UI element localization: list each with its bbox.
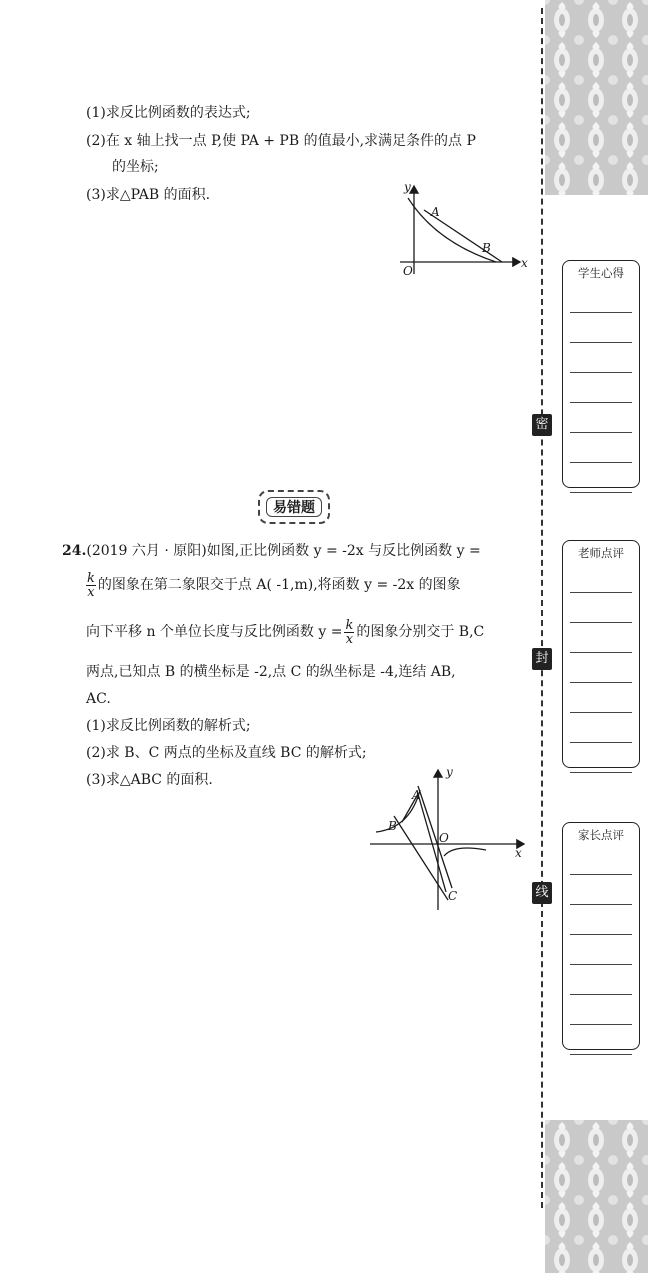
- q23-label-origin: O: [403, 264, 413, 278]
- writing-line: [570, 313, 632, 343]
- writing-line: [570, 683, 632, 713]
- q24-frac1-numerator: k: [87, 570, 95, 586]
- q24-line3: [86, 617, 484, 647]
- q23-part2-line1: (2)在 x 轴上找一点 P,使 PA + PB 的值最小,求满足条件的点 P: [86, 133, 476, 149]
- error-prone-label: 易错题: [266, 497, 322, 517]
- q23-graph: [396, 180, 530, 278]
- writing-line: [570, 965, 632, 995]
- parent-comment-box: [562, 822, 640, 1050]
- writing-line: [570, 593, 632, 623]
- writing-line: [570, 373, 632, 403]
- q24-frac2-numerator: k: [345, 617, 354, 633]
- q23-label-y: y: [404, 180, 411, 194]
- seal-mi: 密: [532, 414, 552, 436]
- q23-part2-line2: 的坐标;: [112, 159, 159, 175]
- q23-label-x: x: [521, 256, 528, 270]
- q23-label-a: A: [431, 205, 440, 219]
- q24-label-x: x: [515, 846, 522, 860]
- seal-feng: 封: [532, 648, 552, 670]
- q24-line3-post: 的图象分别交于 B,C: [356, 624, 485, 640]
- writing-line: [570, 935, 632, 965]
- writing-line: [570, 653, 632, 683]
- q24-line4: 两点,已知点 B 的横坐标是 -2,点 C 的纵坐标是 -4,连结 AB,: [86, 664, 456, 680]
- writing-line: [570, 875, 632, 905]
- q24-number: 24.: [62, 543, 87, 559]
- teacher-comment-box: [562, 540, 640, 768]
- writing-line: [570, 283, 632, 313]
- q23-part3: (3)求△PAB 的面积.: [86, 187, 211, 203]
- q24-part2: (2)求 B、C 两点的坐标及直线 BC 的解析式;: [86, 745, 367, 761]
- q24-line-bc: [394, 816, 448, 900]
- writing-line: [570, 995, 632, 1025]
- q24-label-a: A: [412, 788, 421, 802]
- writing-line: [570, 905, 632, 935]
- q24-fraction-1: [86, 572, 96, 599]
- writing-line: [570, 1025, 632, 1055]
- q24-label-y: y: [446, 765, 453, 779]
- q24-line5: AC.: [86, 691, 111, 707]
- q24-label-origin: O: [439, 831, 449, 845]
- writing-line: [570, 433, 632, 463]
- q24-graph: [368, 764, 532, 912]
- writing-line: [570, 743, 632, 773]
- q24-hyperbola-q4: [444, 848, 486, 856]
- student-notes-title: 学生心得: [578, 266, 624, 280]
- q24-frac1-denominator: x: [87, 584, 95, 600]
- writing-line: [570, 623, 632, 653]
- decorative-pattern-bottom: [545, 1120, 648, 1273]
- q24-line3-pre: 向下平移 n 个单位长度与反比例函数 y =: [86, 624, 343, 640]
- q24-part1: (1)求反比例函数的解析式;: [86, 718, 251, 734]
- binding-dashed-line: [541, 8, 543, 1208]
- writing-line: [570, 713, 632, 743]
- q23-part1: (1)求反比例函数的表达式;: [86, 105, 251, 121]
- q24-fraction-2: [344, 619, 354, 646]
- seal-xian: 线: [532, 882, 552, 904]
- writing-line: [570, 343, 632, 373]
- q24-part3: (3)求△ABC 的面积.: [86, 772, 213, 788]
- q24-line2-text: 的图象在第二象限交于点 A( -1,m),将函数 y = -2x 的图象: [97, 577, 461, 593]
- writing-line: [570, 563, 632, 593]
- parent-comment-title: 家长点评: [578, 828, 624, 842]
- teacher-comment-title: 老师点评: [578, 546, 624, 560]
- q23-label-b: B: [482, 241, 491, 255]
- q24-line2: [84, 570, 461, 600]
- q24-label-c: C: [448, 889, 458, 903]
- q24-line1: [62, 542, 481, 560]
- decorative-pattern-top: [545, 0, 648, 195]
- student-notes-box: [562, 260, 640, 488]
- writing-line: [570, 845, 632, 875]
- q24-line1-text: (2019 六月 · 原阳)如图,正比例函数 y = -2x 与反比例函数 y =: [86, 543, 481, 559]
- q24-frac2-denominator: x: [345, 631, 354, 647]
- writing-line: [570, 403, 632, 433]
- writing-line: [570, 463, 632, 493]
- q24-label-b: B: [388, 819, 397, 833]
- error-prone-tag: [258, 490, 330, 524]
